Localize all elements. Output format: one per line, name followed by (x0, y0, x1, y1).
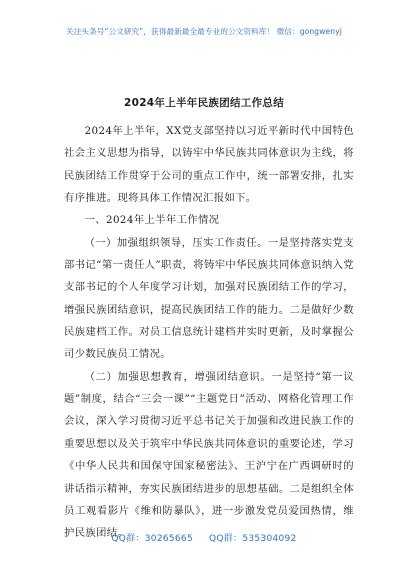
header-notice: 关注头条号“公文研究”，获得最新最全最专业的公文资料库！ 微信：gongwenyj (66, 27, 342, 36)
document-body (64, 120, 354, 545)
footer-qq-group-2: QQ群：535304092 (208, 534, 297, 544)
paragraph-item-1: （一）加强组织领导，压实工作责任。一是坚持落实党支部书记“第一责任人”职责，将铸牢中华民族共同体意识纳入党支部书记的个人年度学习计划，加强对民族团结工作的学习，增强民族团结意识，提高民族团结工作的能力。二是做好少数民族建档工作。对员工信息统计建档并实时更新，及时掌握公司少数民族员工情况。 (64, 236, 354, 361)
section-heading: 一、2024年上半年工作情况 (84, 214, 220, 227)
footer-contacts (0, 531, 408, 544)
paragraph-item-2: （二）加强思想教育，增强团结意识。一是坚持“第一议题”制度，结合“三会一课”“主题党日”活动、网格化管理工作会议，深入学习贯彻习近平总书记关于加强和改进民族工作的重要思想以及关于筑牢中华民族共同体意识的重要论述，学习《中华人民共和国保守国家秘密法》、王沪宁在广西调研时的讲话指示精神，夯实民族团结进步的思想基础。二是组织全体员工观看影片《维和防暴队》，进一步激发党员爱国热情，维护民族团结。 (64, 370, 354, 540)
paragraph-intro: 2024年上半年，XX党支部坚持以习近平新时代中国特色社会主义思想为指导，以铸牢中华民族共同体意识为主线，将民族团结工作贯穿于公司的重点工作中，统一部署安排，扎实有序推进。现将具体工作情况汇报如下。 (64, 125, 354, 205)
document-title: 2024年上半年民族团结工作总结 (123, 97, 285, 109)
footer-qq-group-1: QQ群：30265665 (111, 534, 193, 544)
